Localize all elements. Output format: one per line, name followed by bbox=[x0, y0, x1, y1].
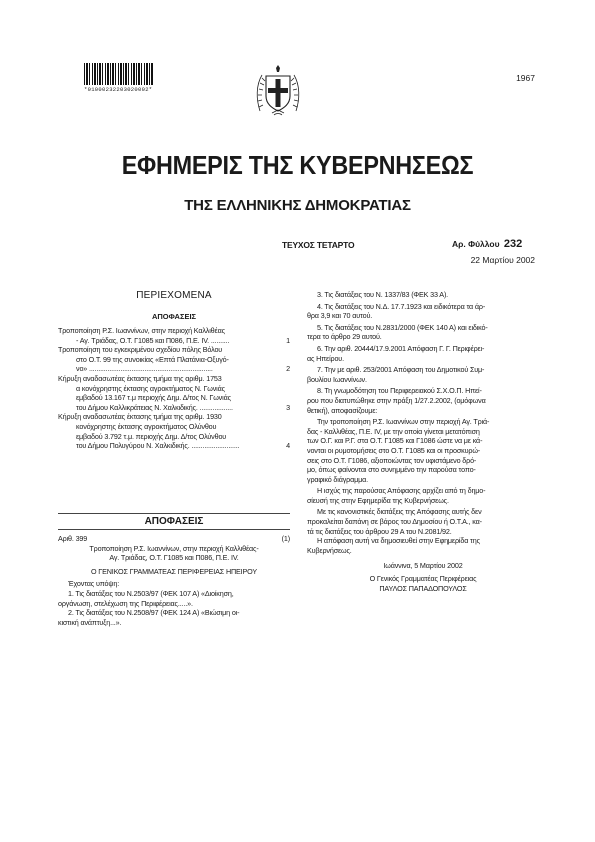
decision-body-right bbox=[307, 290, 539, 593]
decision-text: Έχοντας υπόψη: bbox=[68, 579, 120, 589]
toc-item bbox=[58, 374, 290, 412]
decision-text: 5. Τις διατάξεις του Ν.2831/2000 (ΦΕΚ 140 Α) και ειδικό- bbox=[317, 322, 488, 332]
decision-text: ρου που διατυπώθηκε στην πράξη 1/27.2.2002, (ομόφωνα bbox=[307, 395, 486, 405]
decision-text: δας - Καλλιθέας, Π.Ε. IV, με την οποία γίνεται μετατόπιση bbox=[307, 426, 480, 436]
decision-text: τερα το άρθρο 29 αυτού. bbox=[307, 332, 382, 342]
decision-text: προκαλείται δαπάνη σε βάρος του Δημοσίου ή Ο.Τ.Α., κα- bbox=[307, 517, 482, 527]
decision-text: νονται οι ρυμοτομήσεις στο Ο.Τ. Γ1085 και οι προσκυρώ- bbox=[307, 445, 481, 455]
decision-text: των Ο.Γ. και Ρ.Γ. στα Ο.Τ. Γ1085 και Γ1086 ώστε να με κά- bbox=[307, 436, 483, 446]
signer-title: Ο Γενικός Γραμματέας Περιφέρειας bbox=[369, 574, 477, 584]
decision-text: ας Ηπείρου. bbox=[307, 353, 344, 363]
toc-item-line: Κήρυξη αναδασωτέας έκτασης τμήμα της αριθμ. 1753 bbox=[58, 373, 222, 383]
decision-text: μο, όπως φαίνονται στο συνημμένο την παρούσα τοπο- bbox=[307, 465, 476, 475]
decision-subject: Αγ. Τριάδας, Ο.Τ. Γ1085 και Π086, Π.Ε. IV. bbox=[109, 553, 239, 563]
decision-text: βουλίου Ιωαννίνων. bbox=[307, 374, 367, 384]
toc-item-line: α κονόχρηστης έκτασης αγροκτήματος Ν. Γωνιάς bbox=[76, 383, 225, 393]
decision-subject: Τροποποίηση Ρ.Σ. Ιωαννίνων, στην περιοχή Καλλιθέας- bbox=[89, 543, 259, 553]
decision-text: θετική), αποφασίζουμε: bbox=[307, 405, 378, 415]
decision-text: θρα 3,9 και 70 αυτού. bbox=[307, 311, 373, 321]
toc-list bbox=[58, 326, 290, 451]
sheet-number: 232 bbox=[503, 238, 523, 250]
decision-body-left bbox=[58, 534, 290, 627]
decision-text: 7. Την με αριθ. 253/2001 Απόφαση του Δημοτικού Συμ- bbox=[317, 365, 485, 375]
coat-of-arms-icon bbox=[254, 63, 302, 119]
toc-item-line: εμβαδού 13.167 τ.μ περιοχής Δημ. Δ/τος Ν. Γωνιάς bbox=[76, 393, 231, 403]
toc-item-line: - Αγ. Τριάδας, Ο.Τ. Γ1085 και Π086, Π.Ε. IV. .......... bbox=[76, 335, 230, 345]
barcode-number: *01000232203020002* bbox=[84, 86, 153, 93]
signer-name: ΠΑΥΛΟΣ ΠΑΠΑΔΟΠΟΥΛΟΣ bbox=[379, 583, 467, 593]
section-divider bbox=[58, 529, 290, 530]
issue-date: 22 Μαρτίου 2002 bbox=[470, 255, 535, 265]
toc-item-page: 3 bbox=[286, 402, 290, 412]
decision-text: τά τις διατάξεις του άρθρου 29 Α του Ν.2081/92. bbox=[307, 526, 452, 536]
toc-item-line: του Δήμου Πολυγύρου Ν. Χαλκιδικής. .......................... bbox=[76, 441, 240, 451]
issue-label: ΤΕΥΧΟΣ ΤΕΤΑΡΤΟ bbox=[282, 240, 355, 250]
decision-text: Η ισχύς της παρούσας Απόφασης αρχίζει από τη δημο- bbox=[317, 486, 486, 496]
decision-ref: (1) bbox=[281, 534, 290, 543]
toc-item-page: 2 bbox=[286, 364, 290, 374]
decision-text: 6. Την αριθ. 20444/17.9.2001 Απόφαση Γ. Γ. Περιφέρει- bbox=[317, 343, 485, 353]
decision-text: 8. Τη γνωμοδότηση του Περιφερειακού Σ.Χ.Ο.Π. Ηπεί- bbox=[317, 386, 482, 396]
toc-item bbox=[58, 345, 290, 374]
toc-item-line: Κήρυξη αναδασωτέας έκτασης τμήμα της αριθμ. 1930 bbox=[58, 412, 222, 422]
toc-item-line: Τροποποίηση του εγκεκριμένου σχεδίου πόλης Βόλου bbox=[58, 345, 223, 355]
toc-subheading: ΑΠΟΦΑΣΕΙΣ bbox=[151, 312, 197, 321]
barcode bbox=[84, 63, 154, 94]
decision-text: σεις στο Ο.Τ. Γ1086, αξιοποιώντας τον υφιστάμενο δρό- bbox=[307, 455, 477, 465]
decision-text: σίευσή της στην Εφημερίδα της Κυβερνήσεως. bbox=[307, 495, 449, 505]
decision-text: 2. Τις διατάξεις του Ν.2508/97 (ΦΕΚ 124 Α) «Βιώσιμη οι- bbox=[68, 608, 240, 618]
decision-authority: Ο ΓΕΝΙΚΟΣ ΓΡΑΜΜΑΤΕΑΣ ΠΕΡΙΦΕΡΕΙΑΣ ΗΠΕΙΡΟΥ bbox=[90, 566, 258, 576]
decision-text: 3. Τις διατάξεις του Ν. 1337/83 (ΦΕΚ 33 Α). bbox=[317, 290, 449, 299]
toc-heading: ΠΕΡΙΕΧΟΜΕΝΑ bbox=[136, 290, 212, 301]
sheet-number-label bbox=[452, 238, 522, 250]
toc-item-line: στο Ο.Τ. 99 της συνοικίας «Επτά Πλατάνια-Οξυγό- bbox=[76, 354, 229, 364]
toc-item-line: κονόχρηστης έκτασης αγροκτήματος Ολύνθου bbox=[76, 421, 217, 431]
toc-item-line: νο» ................................................................... bbox=[76, 364, 213, 374]
sheet-label: Αρ. Φύλλου bbox=[452, 239, 500, 249]
decision-text: οργάνωση, στελέχωση της Περιφέρειας.....». bbox=[58, 598, 193, 608]
section-divider bbox=[58, 513, 290, 514]
gazette-subtitle: ΤΗΣ ΕΛΛΗΝΙΚΗΣ ΔΗΜΟΚΡΑΤΙΑΣ bbox=[184, 197, 411, 214]
decision-text: Με τις κανονιστικές διατάξεις της Απόφασης αυτής δεν bbox=[317, 507, 482, 517]
decision-text: Την τροποποίηση Ρ.Σ. Ιωαννίνων στην περιοχή Αγ. Τριά- bbox=[317, 417, 490, 427]
toc-item-line: Τροποποίηση Ρ.Σ. Ιωαννίνων, στην περιοχή Καλλιθέας bbox=[58, 326, 225, 335]
toc-item-page: 4 bbox=[286, 441, 290, 451]
toc-item bbox=[58, 412, 290, 450]
toc-item-line: του Δήμου Καλλικράτειας Ν. Χαλκιδικής. .................. bbox=[76, 402, 233, 412]
place-date: Ιωάννινα, 5 Μαρτίου 2002 bbox=[383, 561, 463, 571]
decision-text: κιστική ανάπτυξη...». bbox=[58, 617, 122, 627]
decision-text: 4. Τις διατάξεις του Ν.Δ. 17.7.1923 και ειδικότερα τα άρ- bbox=[317, 301, 486, 311]
barcode-bars bbox=[84, 63, 154, 85]
decision-text: γραφικό διάγραμμα. bbox=[307, 474, 368, 484]
gazette-title: ΕΦΗΜΕΡΙΣ ΤΗΣ ΚΥΒΕΡΝΗΣΕΩΣ bbox=[121, 150, 474, 180]
decisions-heading: ΑΠΟΦΑΣΕΙΣ bbox=[144, 516, 204, 527]
decision-text: 1. Τις διατάξεις του Ν.2503/97 (ΦΕΚ 107 Α) «Διοίκηση, bbox=[68, 588, 234, 598]
page-number: 1967 bbox=[516, 73, 535, 83]
decision-text: Κυβερνήσεως. bbox=[307, 545, 352, 555]
decision-number-row bbox=[58, 534, 290, 544]
toc-item bbox=[58, 326, 290, 345]
toc-item-line: εμβαδού 3.792 τ.μ. περιοχής Δημ. Δ/τος Ολύνθου bbox=[76, 431, 227, 441]
decision-text: Η απόφαση αυτή να δημοσιευθεί στην Εφημερίδα της bbox=[317, 536, 480, 546]
toc-item-page: 1 bbox=[286, 335, 290, 345]
decision-number: Αριθ. 399 bbox=[58, 534, 88, 543]
